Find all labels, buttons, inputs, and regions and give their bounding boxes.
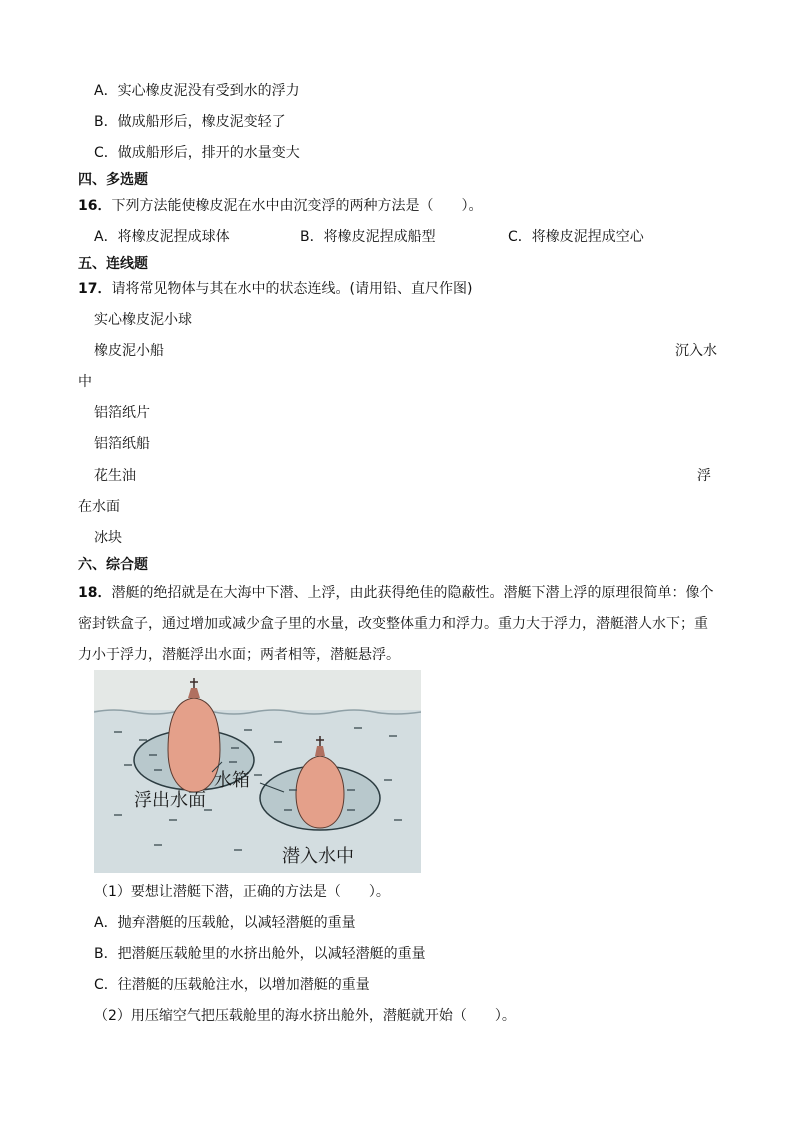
state-float-part2: 在水面 <box>78 499 120 515</box>
q18-sub1-option-c: C．往潜艇的压载舱注水，以增加潜艇的重量 <box>94 977 370 993</box>
match-item: 冰块 <box>94 530 122 546</box>
question-text: 请将常见物体与其在水中的状态连线。(请用铅、直尺作图) <box>111 281 473 297</box>
state-sink-part2: 中 <box>78 374 92 390</box>
q18-sub2-question: （2）用压缩空气把压载舱里的海水挤出舱外，潜艇就开始（ ）。 <box>94 1008 516 1024</box>
q16-option-a: A．将橡皮泥捏成球体 <box>94 229 230 245</box>
section-heading-comprehensive: 六、综合题 <box>78 557 148 573</box>
label-dive-underwater: 潜入水中 <box>282 846 354 867</box>
q15-option-a: A．实心橡皮泥没有受到水的浮力 <box>94 83 300 99</box>
q16-option-b: B．将橡皮泥捏成船型 <box>300 229 436 245</box>
q18-sub1-question: （1）要想让潜艇下潜，正确的方法是（ ）。 <box>94 884 390 900</box>
question-number: 18． <box>78 585 112 601</box>
match-item: 橡皮泥小船 <box>94 343 164 359</box>
match-item: 花生油 <box>94 468 136 484</box>
question-number: 16． <box>78 198 112 214</box>
label-float-surface: 浮出水面 <box>134 790 206 811</box>
q18-sub1-option-a: A．抛弃潜艇的压载舱，以减轻潜艇的重量 <box>94 915 356 931</box>
match-item: 铝箔纸片 <box>94 405 150 421</box>
state-float-part1: 浮 <box>697 468 711 484</box>
label-water-tank: 水箱 <box>214 770 250 791</box>
question-text: 潜艇的绝招就是在大海中下潜、上浮，由此获得绝佳的隐蔽性。潜艇下潜上浮的原理很简单：像个密封铁盒子，通过增加或减少盒子里的水量，改变整体重力和浮力。重力大于浮力，潜艇潜人水下；重力小于浮力，潜艇浮出水面；两者相等，潜艇悬浮。 <box>78 585 714 663</box>
state-sink-part1: 沉入水 <box>675 343 717 359</box>
match-item: 铝箔纸船 <box>94 436 150 452</box>
q18-sub1-option-b: B．把潜艇压载舱里的水挤出舱外，以减轻潜艇的重量 <box>94 946 426 962</box>
q15-option-b: B．做成船形后，橡皮泥变轻了 <box>94 114 286 130</box>
q15-option-c: C．做成船形后，排开的水量变大 <box>94 145 300 161</box>
question-16 <box>78 197 482 215</box>
question-number: 17． <box>78 281 112 297</box>
question-18 <box>78 578 718 671</box>
submarine-figure <box>94 670 421 873</box>
question-text: 下列方法能使橡皮泥在水中由沉变浮的两种方法是（ ）。 <box>111 198 483 214</box>
q16-option-c: C．将橡皮泥捏成空心 <box>508 229 644 245</box>
section-heading-multiple-choice: 四、多选题 <box>78 172 148 188</box>
question-17 <box>78 280 472 298</box>
match-item: 实心橡皮泥小球 <box>94 312 192 328</box>
section-heading-matching: 五、连线题 <box>78 256 148 272</box>
